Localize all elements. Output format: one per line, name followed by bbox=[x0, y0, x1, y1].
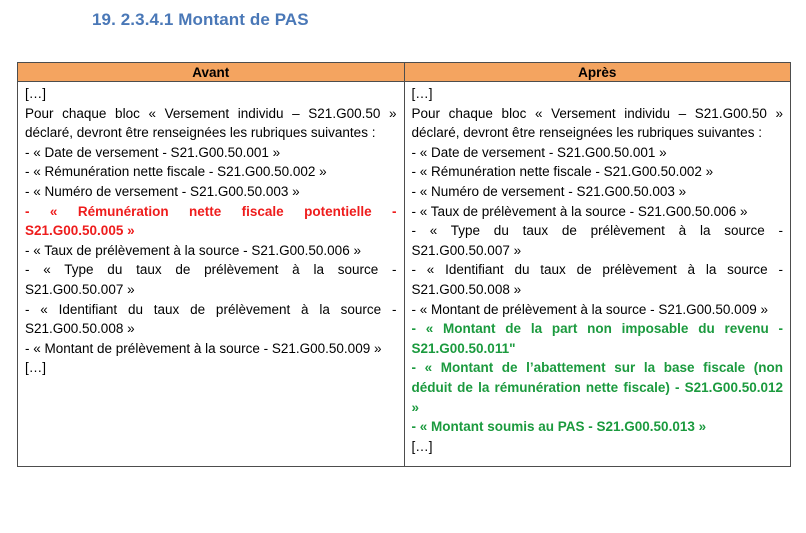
list-item: - « Type du taux de prélèvement à la source - S21.G00.50.007 » bbox=[25, 262, 397, 297]
header-apres: Après bbox=[404, 63, 791, 82]
list-item: Pour chaque bloc « Versement individu – S21.G00.50 » déclaré, devront être renseignées les rubriques suivantes : bbox=[411, 105, 783, 141]
list-item: […] bbox=[411, 438, 433, 454]
list-item: - « Montant de prélèvement à la source - S21.G00.50.009 » bbox=[411, 301, 768, 317]
list-item: - « Date de versement - S21.G00.50.001 » bbox=[411, 144, 667, 160]
header-avant: Avant bbox=[18, 63, 405, 82]
list-item: - « Montant de prélèvement à la source - S21.G00.50.009 » bbox=[25, 340, 382, 356]
list-item: […] bbox=[25, 360, 47, 376]
list-item: […] bbox=[411, 86, 433, 101]
list-item: […] bbox=[25, 86, 47, 101]
list-item: - « Date de versement - S21.G00.50.001 » bbox=[25, 144, 281, 160]
comparison-table bbox=[17, 62, 791, 467]
list-item: - « Taux de prélèvement à la source - S21.G00.50.006 » bbox=[25, 242, 361, 258]
list-item: - « Numéro de versement - S21.G00.50.003 » bbox=[25, 183, 300, 199]
table-header-row bbox=[18, 63, 791, 82]
added-item: - « Montant de la part non imposable du revenu - S21.G00.50.011" bbox=[411, 321, 783, 356]
list-item: - « Type du taux de prélèvement à la source - S21.G00.50.007 » bbox=[411, 223, 783, 258]
section-heading: 19. 2.3.4.1 Montant de PAS bbox=[92, 10, 309, 29]
before-cell bbox=[18, 82, 405, 467]
list-item: - « Rémunération nette fiscale - S21.G00.50.002 » bbox=[411, 164, 714, 180]
list-item: - « Taux de prélèvement à la source - S21.G00.50.006 » bbox=[411, 203, 748, 219]
added-item: - « Montant soumis au PAS - S21.G00.50.013 » bbox=[411, 419, 707, 435]
table-row bbox=[18, 82, 791, 467]
after-cell bbox=[404, 82, 791, 467]
removed-item: - « Rémunération nette fiscale potentielle - S21.G00.50.005 » bbox=[25, 203, 397, 239]
list-item: Pour chaque bloc « Versement individu – S21.G00.50 » déclaré, devront être renseignées les rubriques suivantes : bbox=[25, 105, 397, 141]
list-item: - « Identifiant du taux de prélèvement à la source - S21.G00.50.008 » bbox=[411, 262, 783, 297]
list-item: - « Identifiant du taux de prélèvement à la source - S21.G00.50.008 » bbox=[25, 301, 397, 337]
list-item: - « Rémunération nette fiscale - S21.G00.50.002 » bbox=[25, 164, 327, 180]
list-item: - « Numéro de versement - S21.G00.50.003 » bbox=[411, 183, 687, 199]
added-item: - « Montant de l’abattement sur la base fiscale (non déduit de la rémunération nette fiscale) - S21.G00.50.012 » bbox=[411, 360, 783, 415]
